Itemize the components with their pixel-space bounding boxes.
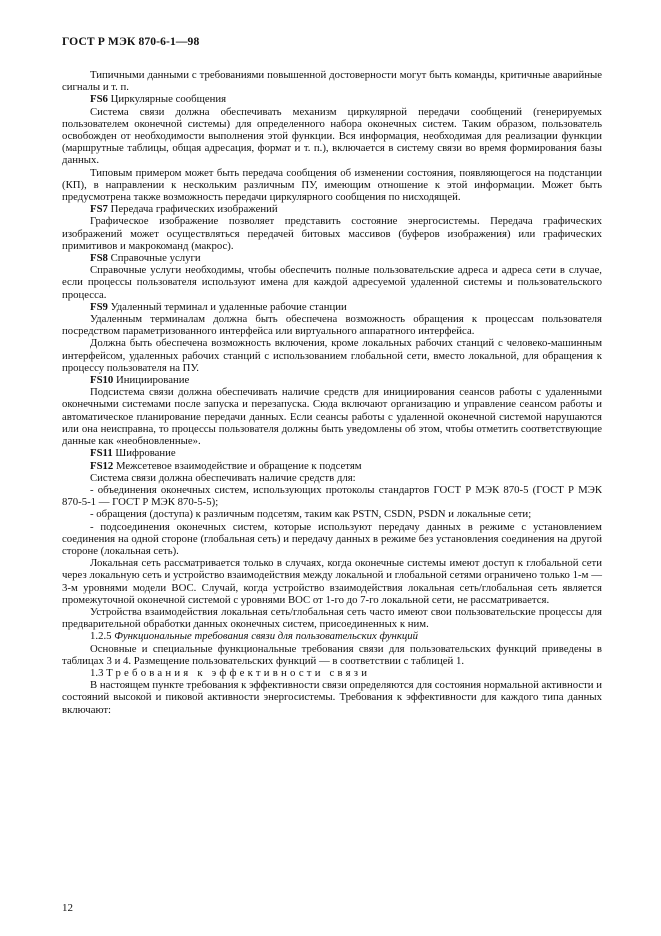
function-code: FS6: [90, 93, 108, 106]
paragraph: В настоящем пункте требования к эффективности связи определяются для состояния нормальной активности и состояний высокой и пиковой активности энергосистемы. Требования к эффективности для каждого типа данных включают:: [62, 679, 602, 716]
function-title: Шифрование: [115, 447, 176, 460]
function-title: Циркулярные сообщения: [110, 93, 227, 106]
function-code: FS8: [90, 252, 108, 265]
function-code: FS12: [90, 459, 114, 472]
paragraph: Локальная сеть рассматривается только в случаях, когда оконечные системы имеют доступ к глобальной сети через локальную сеть и устройство взаимодействия между локальной и глобальной сетями ограничено только 1-м — 3-м уровнями модели ВОС. Случай, когда устройство взаимодействия локальная сеть/глобальная сеть является промежуточной оконечной системой с уровнями ВОС от 1-го до 7-го локальной сети, не рассматривается.: [62, 557, 602, 606]
paragraph: Графическое изображение позволяет представить состояние энергосистемы. Передача графических изображений может осуществляться передачей битовых массивов (буферов изображения) или графических примитивов и макрокоманд (макрос).: [62, 215, 602, 252]
function-code: FS11: [90, 447, 113, 460]
function-heading-fs11: [62, 447, 602, 459]
function-heading-fs8: [62, 252, 602, 264]
section-number: 1.3: [90, 666, 104, 679]
function-heading-fs10: [62, 374, 602, 386]
function-title: Справочные услуги: [110, 252, 201, 265]
paragraph: Должна быть обеспечена возможность включения, кроме локальных рабочих станций с человеко-машинным интерфейсом, удаленных рабочих станций с использованием глобальной сети, вместо локальной, для обращения к процессу пользователя на ПУ.: [62, 337, 602, 374]
paragraph: Справочные услуги необходимы, чтобы обеспечить полные пользовательские адреса и адреса сети в случае, если процессы пользователя используют имена для каждой адресуемой удаленной системы и пользовательского процесса.: [62, 264, 602, 301]
function-title: Инициирование: [115, 374, 190, 387]
section-title: Требования к эффективности связи: [106, 666, 371, 679]
function-title: Удаленный терминал и удаленные рабочие станции: [110, 300, 347, 313]
function-heading-fs9: [62, 301, 602, 313]
paragraph: Система связи должна обеспечивать наличие средств для:: [90, 471, 356, 484]
function-title: Межсетевое взаимодействие и обращение к подсетям: [115, 459, 362, 472]
function-heading-fs12: [62, 460, 602, 472]
document-header: ГОСТ Р МЭК 870-6-1—98: [62, 35, 200, 48]
section-number: 1.2.5: [90, 630, 112, 643]
section-heading-1-2-5: [62, 630, 602, 642]
section-title: Функциональные требования связи для пользовательских функций: [114, 630, 419, 643]
page-number: 12: [62, 902, 73, 914]
document-body: [62, 69, 602, 716]
function-code: FS7: [90, 203, 108, 216]
paragraph: Удаленным терминалам должна быть обеспечена возможность обращения к процессам пользователя посредством параметризованного интерфейса или виртуального аппаратного интерфейса.: [62, 313, 602, 338]
list-item: - подсоединения оконечных систем, которые используют передачу данных в режиме с установлением соединения на одной стороне (глобальная сеть) и передачу данных в режиме без установления соединения на другой стороне (локальная сеть).: [62, 520, 602, 557]
paragraph: Система связи должна обеспечивать механизм циркулярной передачи сообщений (генерируемых пользователем оконечной системы) для определенного набора оконечных систем. Таким образом, пользователь освобожден от необходимости выполнения этой функции. Вся информация, необходимая для реализации функции (маршрутные таблицы, общая адресация, формат и т. п.), включается в систему связи во время формирования базы данных.: [62, 105, 602, 167]
list-item: - объединения оконечных систем, использующих протоколы стандартов ГОСТ Р МЭК 870-5 (ГОСТ Р МЭК 870-5-1 — ГОСТ Р МЭК 870-5-5);: [62, 483, 602, 509]
section-heading-1-3: [62, 667, 602, 679]
function-code: FS10: [90, 374, 114, 387]
function-heading-fs6: [62, 93, 602, 105]
paragraph: Типичными данными с требованиями повышенной достоверности могут быть команды, критичные аварийные сигналы и т. п.: [62, 69, 602, 94]
paragraph: Устройства взаимодействия локальная сеть/глобальная сеть часто имеют свои пользовательские процессы для предварительной обработки данных оконечных систем, присоединенных к ним.: [62, 605, 602, 631]
function-code: FS9: [90, 300, 108, 313]
function-heading-fs7: [62, 203, 602, 215]
paragraph: Типовым примером может быть передача сообщения об изменении состояния, появляющегося на подстанции (КП), в направлении к нескольким различным ПУ, имеющим отношение к этой информации. Может быть предусмотрена также возможность передачи циркулярного сообщения по нисходящей.: [62, 166, 602, 204]
paragraph: Основные и специальные функциональные требования связи для пользовательских функций приведены в таблицах 3 и 4. Размещение пользовательских функций — в соответствии с таблицей 1.: [62, 642, 602, 667]
list-item: - обращения (доступа) к различным подсетям, таким как PSTN, CSDN, PSDN и локальные сети;: [90, 508, 532, 521]
paragraph: Подсистема связи должна обеспечивать наличие средств для инициирования сеансов работы с удаленными оконечными системами после запуска и перезапуска. Сюда включают организацию и управление сеансом работы и автоматическое планирование передачи данных. Если сеансы работы с удаленной оконечной системой нарушаются или она неисправна, то процессы пользователя должны быть уведомлены об этом, чтобы отметить соответствующие данные как «необновленные».: [62, 386, 602, 448]
function-title: Передача графических изображений: [110, 203, 278, 216]
